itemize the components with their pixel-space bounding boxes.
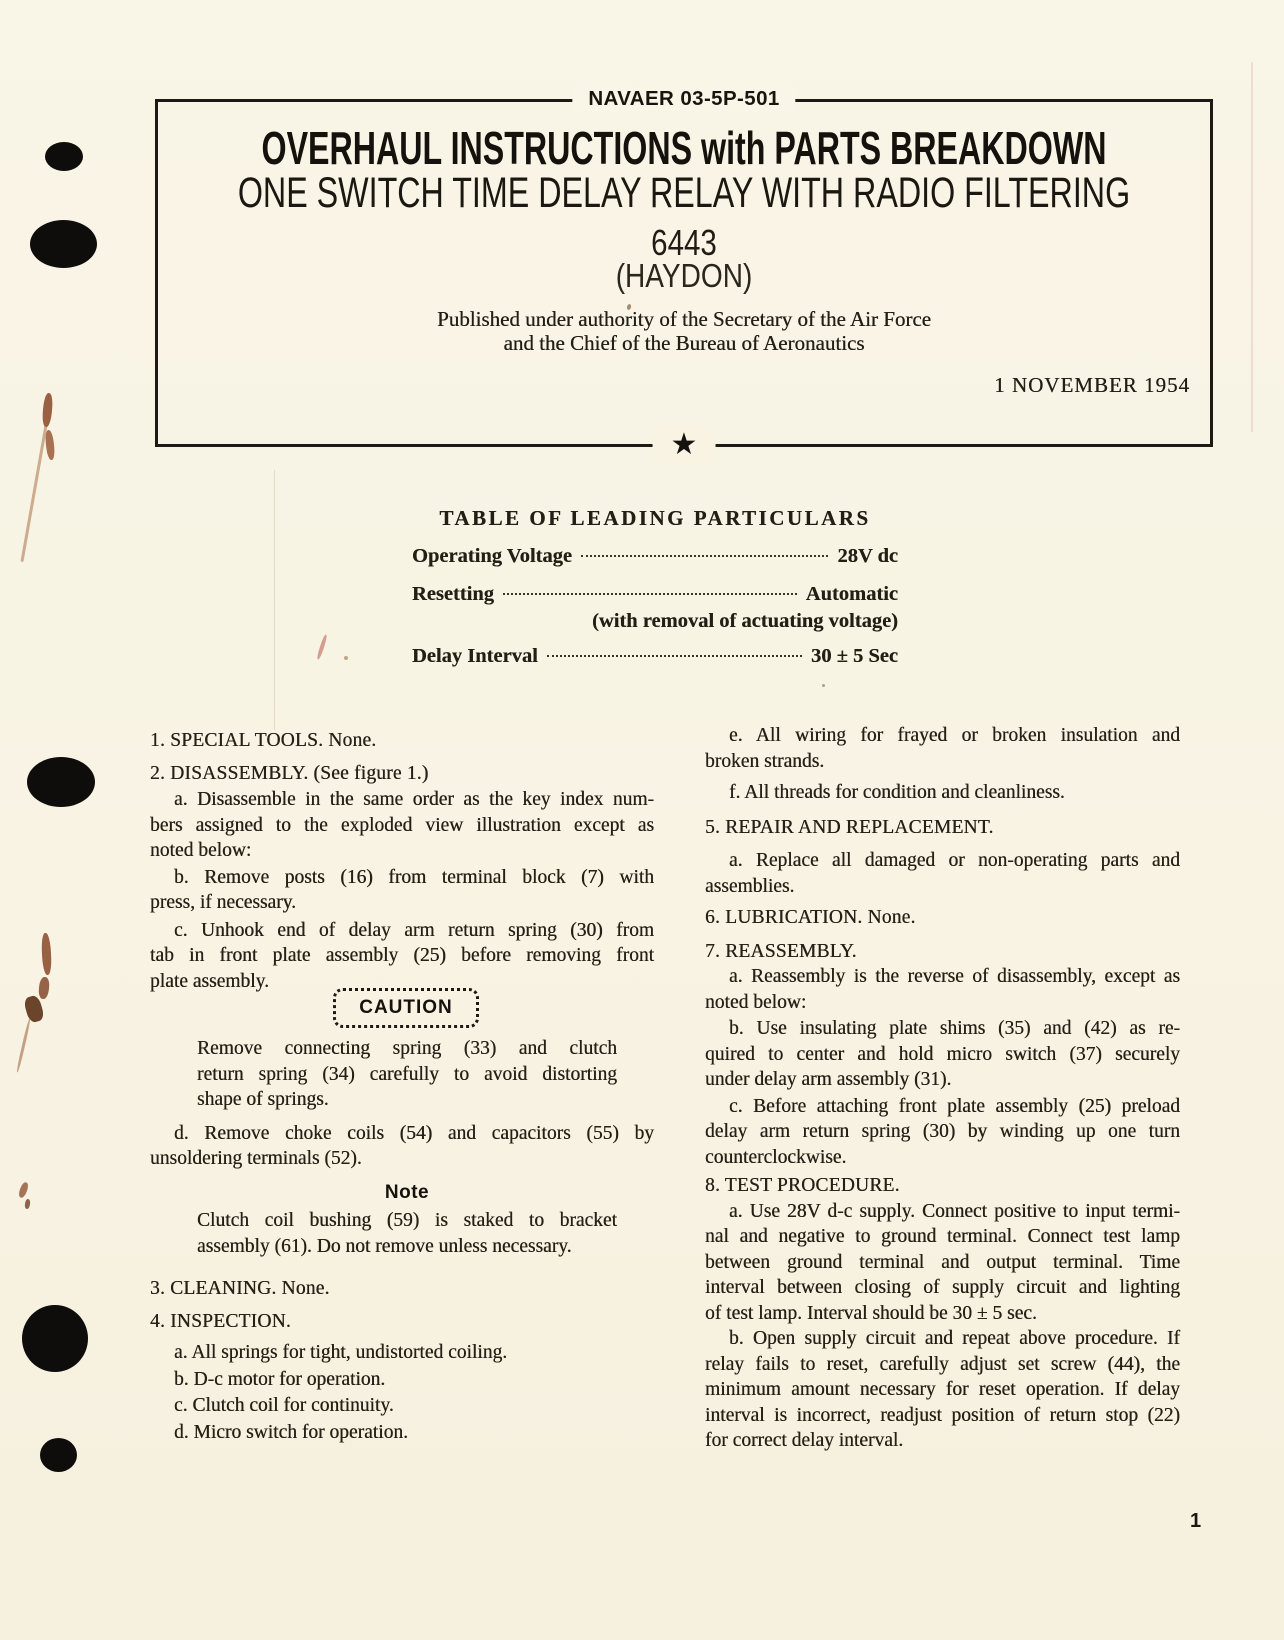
section-heading-lubrication: 6. LUBRICATION. None. [705, 907, 916, 928]
paragraph: d. Remove choke coils (54) and capacitors (55) by unsoldering terminals (52). [150, 1122, 654, 1169]
paragraph: b. Open supply circuit and repeat above procedure. If relay fails to reset, carefully adjust set screw (44), the minimum amount necessary for reset operation. If delay interval is incorrect, readjust position of return stop (22) for correct delay interval. [705, 1328, 1180, 1451]
paper-speck [822, 684, 825, 687]
model-number: 6443 [651, 222, 717, 263]
section-heading-cleaning: 3. CLEANING. None. [150, 1278, 330, 1299]
note-text: Clutch coil bushing (59) is staked to bracket assembly (61). Do not remove unless necessary. [197, 1210, 617, 1257]
section-heading-special-tools: 1. SPECIAL TOOLS. None. [150, 730, 377, 751]
row-label: Delay Interval [412, 645, 538, 667]
stain-mark [38, 977, 50, 1000]
paragraph: b. Use insulating plate shims (35) and (42) as re- quired to center and hold micro switch (37) securely under delay arm assembly (31). [705, 1018, 1180, 1090]
list-item: b. D-c motor for operation. [174, 1368, 386, 1390]
masthead-subtitle: ONE SWITCH TIME DELAY RELAY WITH RADIO FILTERING [237, 169, 1131, 217]
masthead-box [155, 87, 1213, 461]
row-value: 28V dc [837, 545, 898, 567]
paragraph: f. All threads for condition and cleanliness. [729, 782, 1065, 803]
paragraph: c. Before attaching front plate assembly (25) preload delay arm return spring (30) by winding up one turn counterclockwise. [705, 1095, 1180, 1168]
paragraph: a. Use 28V d-c supply. Connect positive to input termi- nal and negative to ground terminal. Connect test lamp between ground terminal and output terminal. Time interval between closing of supply circuit and lighting of test lamp. Interval should be 30 ± 5 sec. [705, 1200, 1180, 1324]
paper-crease [274, 470, 275, 730]
doc-number: NAVAER 03-5P-501 [572, 87, 795, 111]
list-item: a. All springs for tight, undistorted coiling. [174, 1342, 508, 1363]
dotted-leader [503, 593, 797, 595]
stain-mark [44, 430, 55, 461]
row-value: Automatic [805, 583, 898, 605]
stain-mark [24, 1199, 30, 1210]
dotted-leader [581, 555, 828, 557]
section-heading-disassembly: 2. DISASSEMBLY. (See figure 1.) [150, 762, 429, 784]
row-label: Resetting [412, 583, 494, 605]
leading-particulars-table [412, 505, 898, 669]
binder-hole-mark [22, 1305, 88, 1372]
paragraph: c. Unhook end of delay arm return spring (30) from tab in front plate assembly (25) before removing front plate assembly. [150, 919, 654, 992]
stain-mark [41, 933, 52, 975]
body-column-left [150, 728, 654, 1445]
row-subnote: (with removal of actuating voltage) [592, 610, 898, 632]
page-number: 1 [1190, 1510, 1202, 1532]
paragraph: e. All wiring for frayed or broken insulation and broken strands. [705, 725, 1180, 772]
body-column-right [705, 723, 1180, 1454]
note-label: Note [384, 1181, 430, 1203]
table-row [412, 643, 898, 669]
authority-line: and the Chief of the Bureau of Aeronautics [503, 331, 865, 355]
list-item: d. Micro switch for operation. [174, 1421, 408, 1443]
dotted-leader [547, 655, 802, 657]
publication-date: 1 NOVEMBER 1954 [994, 373, 1190, 397]
paper-crease [1251, 62, 1253, 432]
table-title: TABLE OF LEADING PARTICULARS [439, 506, 871, 530]
stain-mark [20, 419, 48, 562]
table-row [412, 581, 898, 607]
binder-hole-mark [45, 142, 83, 171]
paper-speck [344, 656, 348, 660]
paragraph: b. Remove posts (16) from terminal block (7) with press, if necessary. [150, 866, 654, 913]
section-heading-repair: 5. REPAIR AND REPLACEMENT. [705, 816, 994, 838]
section-heading-test: 8. TEST PROCEDURE. [705, 1175, 900, 1196]
caution-box [333, 988, 479, 1028]
binder-hole-mark [30, 220, 97, 268]
section-heading-reassembly: 7. REASSEMBLY. [705, 940, 857, 962]
masthead-title: OVERHAUL INSTRUCTIONS with PARTS BREAKDOWN [261, 122, 1107, 174]
paragraph: a. Reassembly is the reverse of disassembly, except as noted below: [705, 966, 1180, 1013]
binder-hole-mark [27, 757, 95, 807]
stain-mark [17, 1181, 29, 1198]
manufacturer-name: (HAYDON) [615, 257, 753, 294]
stain-mark [16, 1018, 31, 1072]
binder-hole-mark [40, 1438, 77, 1472]
paragraph: a. Disassemble in the same order as the key index num- bers assigned to the exploded view illustration except as noted below: [150, 789, 654, 861]
caution-text: Remove connecting spring (33) and clutch return spring (34) carefully to avoid distorting shape of springs. [197, 1038, 617, 1110]
row-value: 30 ± 5 Sec [811, 645, 898, 667]
list-item: c. Clutch coil for continuity. [174, 1395, 394, 1416]
section-heading-inspection: 4. INSPECTION. [150, 1310, 291, 1332]
star-icon: ★ [653, 427, 716, 463]
caution-label: CAUTION [359, 997, 453, 1019]
authority-line: Published under authority of the Secretary of the Air Force [437, 307, 931, 331]
row-label: Operating Voltage [412, 545, 573, 567]
table-row [412, 543, 898, 569]
paragraph: a. Replace all damaged or non-operating parts and assemblies. [705, 850, 1180, 897]
stain-mark [316, 634, 328, 660]
